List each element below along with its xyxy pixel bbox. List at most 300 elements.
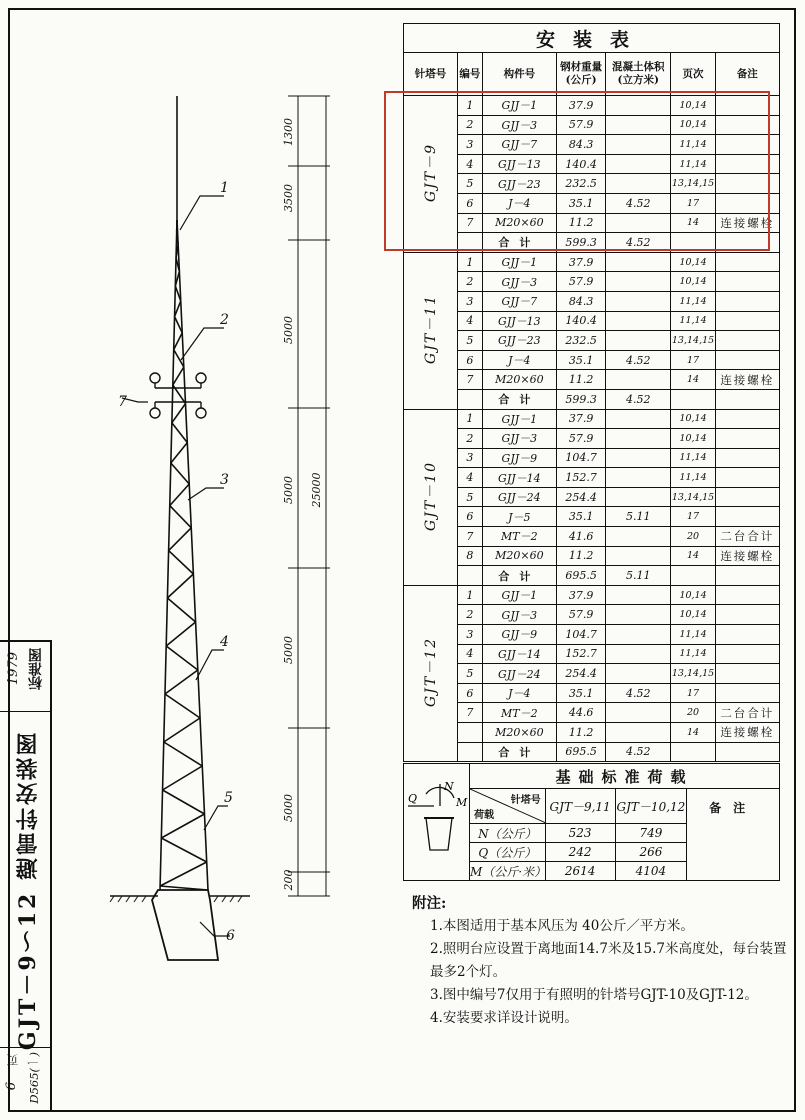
concrete-volume-cell: 4.52 xyxy=(606,389,671,409)
page-cell: 10,14 xyxy=(671,605,715,625)
item-no-cell: 4 xyxy=(458,311,483,331)
load-row-value: 266 xyxy=(615,843,687,862)
part-no-cell: GJJ－1 xyxy=(482,585,557,605)
item-no-cell: 4 xyxy=(458,644,483,664)
dim-1300: 1300 xyxy=(282,118,295,146)
lattice-brace xyxy=(171,463,189,484)
diagram-n: N xyxy=(444,779,455,793)
steel-weight-cell: 695.5 xyxy=(557,742,606,762)
load-row-label: M（公斤·米） xyxy=(469,862,545,881)
title-block-standard xyxy=(0,642,50,712)
corner-top-label: 针塔号 xyxy=(510,795,541,806)
install-row xyxy=(404,429,780,449)
remark-cell xyxy=(715,409,779,429)
load-row-value: 2614 xyxy=(545,862,615,881)
steel-weight-cell: 57.9 xyxy=(557,429,606,449)
lattice-brace xyxy=(165,670,198,694)
item-no-cell: 4 xyxy=(458,154,483,174)
callout-6: 6 xyxy=(226,928,235,944)
lattice-brace xyxy=(163,790,205,814)
lattice-brace xyxy=(160,862,207,886)
install-row xyxy=(404,448,780,468)
concrete-volume-cell xyxy=(606,625,671,645)
page-cell: 17 xyxy=(671,683,715,703)
page-cell: 10,14 xyxy=(671,409,715,429)
page-label: 页 xyxy=(6,1054,20,1066)
steel-weight-cell: 140.4 xyxy=(557,311,606,331)
page-cell: 10,14 xyxy=(671,429,715,449)
item-no-cell xyxy=(458,723,483,743)
lattice-brace xyxy=(170,484,189,506)
title-block-sheet xyxy=(0,1048,50,1112)
item-no-cell: 7 xyxy=(458,527,483,547)
note-item-4: 4.安装要求详设计说明。 xyxy=(430,1010,578,1026)
page-cell: 11,14 xyxy=(671,154,715,174)
needle-group-label: GJT－10 xyxy=(422,460,439,531)
concrete-volume-cell: 4.52 xyxy=(606,683,671,703)
part-no-cell: GJJ－13 xyxy=(482,154,557,174)
part-no-cell: MT－2 xyxy=(482,527,557,547)
concrete-volume-cell: 5.11 xyxy=(606,566,671,586)
part-no-cell: 合计 xyxy=(482,233,557,253)
item-no-cell: 3 xyxy=(458,291,483,311)
page-cell: 10,14 xyxy=(671,252,715,272)
header-part-no: 构件号 xyxy=(482,53,557,96)
steel-weight-cell: 84.3 xyxy=(557,135,606,155)
remark-cell xyxy=(715,605,779,625)
install-row xyxy=(404,331,780,351)
remark-cell xyxy=(715,429,779,449)
installation-table-title: 安装表 xyxy=(404,24,780,53)
header-needle-no: 针塔号 xyxy=(404,53,458,96)
concrete-volume-cell xyxy=(606,468,671,488)
remark-cell xyxy=(715,625,779,645)
steel-weight-cell: 140.4 xyxy=(557,154,606,174)
item-no-cell: 2 xyxy=(458,429,483,449)
page-cell: 11,14 xyxy=(671,468,715,488)
dim-5000-d: 5000 xyxy=(282,794,295,822)
steel-weight-cell: 35.1 xyxy=(557,507,606,527)
remark-cell: 连接螺栓 xyxy=(715,370,779,390)
dim-5000-a: 5000 xyxy=(282,316,295,344)
steel-weight-cell: 37.9 xyxy=(557,252,606,272)
page-cell: 10,14 xyxy=(671,272,715,292)
part-no-cell: GJJ－24 xyxy=(482,664,557,684)
page-cell: 13,14,15 xyxy=(671,487,715,507)
part-no-cell: GJJ－23 xyxy=(482,174,557,194)
steel-weight-cell: 599.3 xyxy=(557,233,606,253)
item-no-cell: 3 xyxy=(458,135,483,155)
page-cell xyxy=(671,389,715,409)
lattice-brace xyxy=(163,766,203,790)
install-row xyxy=(404,605,780,625)
remark-cell: 连接螺栓 xyxy=(715,723,779,743)
concrete-volume-cell xyxy=(606,664,671,684)
item-no-cell: 6 xyxy=(458,350,483,370)
install-row xyxy=(404,625,780,645)
steel-weight-cell: 37.9 xyxy=(557,409,606,429)
part-no-cell: GJJ－7 xyxy=(482,291,557,311)
install-row xyxy=(404,585,780,605)
part-no-cell: J－4 xyxy=(482,193,557,213)
page-cell: 14 xyxy=(671,546,715,566)
part-no-cell: GJJ－14 xyxy=(482,468,557,488)
concrete-volume-cell: 5.11 xyxy=(606,507,671,527)
concrete-volume-cell xyxy=(606,487,671,507)
diagram-m: M xyxy=(456,795,468,809)
steel-weight-cell: 152.7 xyxy=(557,468,606,488)
remark-cell xyxy=(715,487,779,507)
item-no-cell: 2 xyxy=(458,272,483,292)
lattice-brace xyxy=(161,814,204,838)
part-no-cell: 合计 xyxy=(482,742,557,762)
remark-cell xyxy=(715,252,779,272)
steel-weight-cell: 35.1 xyxy=(557,193,606,213)
remark-cell xyxy=(715,644,779,664)
item-no-cell: 3 xyxy=(458,448,483,468)
part-no-cell: 合计 xyxy=(482,389,557,409)
remark-cell xyxy=(715,585,779,605)
part-no-cell: GJJ－9 xyxy=(482,448,557,468)
install-row xyxy=(404,723,780,743)
steel-weight-cell: 11.2 xyxy=(557,213,606,233)
callout-2: 2 xyxy=(220,312,229,328)
header-concrete-volume: 混凝土体积(立方米) xyxy=(606,53,671,96)
dim-5000-c: 5000 xyxy=(282,636,295,664)
remark-cell xyxy=(715,272,779,292)
part-no-cell: GJJ－9 xyxy=(482,625,557,645)
page-cell: 10,14 xyxy=(671,115,715,135)
item-no-cell: 7 xyxy=(458,213,483,233)
remark-cell: 二台合计 xyxy=(715,527,779,547)
item-no-cell: 5 xyxy=(458,664,483,684)
load-row-value: 523 xyxy=(545,824,615,843)
steel-weight-cell: 57.9 xyxy=(557,115,606,135)
steel-weight-cell: 44.6 xyxy=(557,703,606,723)
foundation-force-diagram xyxy=(404,778,468,864)
remark-cell xyxy=(715,311,779,331)
item-no-cell: 2 xyxy=(458,115,483,135)
concrete-volume-cell xyxy=(606,703,671,723)
page-cell xyxy=(671,566,715,586)
part-no-cell: GJJ－1 xyxy=(482,252,557,272)
item-no-cell: 1 xyxy=(458,96,483,116)
install-row xyxy=(404,350,780,370)
part-no-cell: GJJ－14 xyxy=(482,644,557,664)
lattice-brace xyxy=(171,443,187,463)
steel-weight-cell: 254.4 xyxy=(557,487,606,507)
header-remark: 备注 xyxy=(715,53,779,96)
item-no-cell xyxy=(458,389,483,409)
page-cell: 20 xyxy=(671,703,715,723)
steel-weight-cell: 41.6 xyxy=(557,527,606,547)
item-no-cell xyxy=(458,566,483,586)
dim-3500: 3500 xyxy=(282,184,295,212)
install-row xyxy=(404,664,780,684)
needle-group-cell xyxy=(404,409,458,585)
part-no-cell: 合计 xyxy=(482,566,557,586)
item-no-cell: 6 xyxy=(458,507,483,527)
install-row xyxy=(404,468,780,488)
page-cell: 11,14 xyxy=(671,644,715,664)
part-no-cell: M20×60 xyxy=(482,370,557,390)
lattice-brace xyxy=(167,574,193,598)
concrete-volume-cell xyxy=(606,272,671,292)
highlight-box xyxy=(384,91,770,251)
item-no-cell: 1 xyxy=(458,252,483,272)
header-steel-weight: 钢材重量(公斤) xyxy=(557,53,606,96)
load-row-value: 4104 xyxy=(615,862,687,881)
page-cell: 11,14 xyxy=(671,625,715,645)
page-number: 6 xyxy=(4,1082,19,1091)
part-no-cell: GJJ－7 xyxy=(482,135,557,155)
part-no-cell: GJJ－1 xyxy=(482,96,557,116)
remark-cell: 二台合计 xyxy=(715,703,779,723)
remark-cell xyxy=(715,291,779,311)
drawing-title: GJT－9～12 避雷针安装图 xyxy=(15,730,41,1051)
foundation-load-table xyxy=(403,763,780,881)
concrete-volume-cell xyxy=(606,252,671,272)
part-no-cell: GJJ－3 xyxy=(482,605,557,625)
load-row-value: 749 xyxy=(615,824,687,843)
steel-weight-cell: 35.1 xyxy=(557,350,606,370)
page-cell: 11,14 xyxy=(671,311,715,331)
concrete-volume-cell xyxy=(606,527,671,547)
corner-bottom-label: 荷载 xyxy=(473,810,494,821)
header-page: 页次 xyxy=(671,53,715,96)
item-no-cell: 8 xyxy=(458,546,483,566)
year-label: 1979 xyxy=(6,652,21,686)
part-no-cell: J－5 xyxy=(482,507,557,527)
load-corner-cell xyxy=(469,789,545,824)
page-cell: 11,14 xyxy=(671,448,715,468)
note-item-2: 2.照明台应设置于离地面14.7米及15.7米高度处，每台装置最多2个灯。 xyxy=(430,941,787,980)
steel-weight-cell: 57.9 xyxy=(557,272,606,292)
steel-weight-cell: 104.7 xyxy=(557,448,606,468)
page-cell: 13,14,15 xyxy=(671,174,715,194)
load-col1-header: GJT－9,11 xyxy=(545,789,615,824)
item-no-cell: 5 xyxy=(458,174,483,194)
item-no-cell: 6 xyxy=(458,683,483,703)
remark-cell: 连接螺栓 xyxy=(715,546,779,566)
lattice-brace xyxy=(172,423,187,443)
remark-cell xyxy=(715,683,779,703)
install-row xyxy=(404,291,780,311)
item-no-cell xyxy=(458,742,483,762)
concrete-volume-cell xyxy=(606,644,671,664)
steel-weight-cell: 695.5 xyxy=(557,566,606,586)
concrete-volume-cell xyxy=(606,409,671,429)
page-cell: 10,14 xyxy=(671,585,715,605)
page-cell: 11,14 xyxy=(671,135,715,155)
title-block xyxy=(0,640,52,1112)
dim-total: 25000 xyxy=(310,472,323,508)
concrete-volume-cell xyxy=(606,311,671,331)
part-no-cell: GJJ－3 xyxy=(482,429,557,449)
diagram-q: Q xyxy=(408,791,418,805)
needle-group-label: GJT－12 xyxy=(422,637,439,707)
install-row xyxy=(404,389,780,409)
lattice-brace xyxy=(164,718,200,742)
steel-weight-cell: 11.2 xyxy=(557,723,606,743)
item-no-cell: 1 xyxy=(458,409,483,429)
steel-weight-cell: 57.9 xyxy=(557,605,606,625)
install-row xyxy=(404,487,780,507)
steel-weight-cell: 37.9 xyxy=(557,585,606,605)
lattice-brace xyxy=(174,333,183,350)
install-row xyxy=(404,409,780,429)
steel-weight-cell: 104.7 xyxy=(557,625,606,645)
standard-label: 标准图 xyxy=(28,648,44,690)
part-no-cell: M20×60 xyxy=(482,213,557,233)
part-no-cell: GJJ－13 xyxy=(482,311,557,331)
install-row xyxy=(404,703,780,723)
remark-cell xyxy=(715,350,779,370)
load-row-value: 242 xyxy=(545,843,615,862)
concrete-volume-cell xyxy=(606,585,671,605)
lattice-brace xyxy=(166,622,195,646)
page-cell: 10,14 xyxy=(671,96,715,116)
remark-cell xyxy=(715,468,779,488)
needle-group-cell xyxy=(404,585,458,761)
callout-7: 7 xyxy=(118,394,127,410)
install-row xyxy=(404,311,780,331)
item-no-cell: 5 xyxy=(458,487,483,507)
lamp-fixtures xyxy=(150,373,206,418)
steel-weight-cell: 232.5 xyxy=(557,331,606,351)
lattice-brace xyxy=(164,742,203,766)
note-item-1: 1.本图适用于基本风压为 40公斤／平方米。 xyxy=(430,918,694,934)
part-no-cell: J－4 xyxy=(482,350,557,370)
needle-group-label: GJT－9 xyxy=(422,142,439,202)
part-no-cell: J－4 xyxy=(482,683,557,703)
part-no-cell: GJJ－3 xyxy=(482,115,557,135)
steel-weight-cell: 11.2 xyxy=(557,370,606,390)
item-no-cell: 6 xyxy=(458,193,483,213)
load-row-label: Q（公斤） xyxy=(469,843,545,862)
concrete-volume-cell xyxy=(606,546,671,566)
concrete-volume-cell xyxy=(606,429,671,449)
lattice-brace xyxy=(170,506,191,528)
item-no-cell: 3 xyxy=(458,625,483,645)
concrete-volume-cell xyxy=(606,723,671,743)
concrete-volume-cell xyxy=(606,370,671,390)
steel-weight-cell: 11.2 xyxy=(557,546,606,566)
lattice-brace xyxy=(169,528,192,551)
install-row xyxy=(404,252,780,272)
load-diagram-cell xyxy=(404,764,470,881)
page-cell: 20 xyxy=(671,527,715,547)
page-cell: 13,14,15 xyxy=(671,664,715,684)
item-no-cell: 5 xyxy=(458,331,483,351)
tower-elevation-drawing xyxy=(100,90,340,980)
callout-1: 1 xyxy=(220,180,229,196)
notes-heading: 附注: xyxy=(412,895,447,912)
remark-cell xyxy=(715,331,779,351)
install-row xyxy=(404,742,780,762)
sheet-code: D565(一) xyxy=(27,1052,41,1104)
lattice-brace xyxy=(169,551,194,574)
page-cell: 14 xyxy=(671,370,715,390)
needle-group-label: GJT－11 xyxy=(422,294,439,365)
lattice-brace xyxy=(165,694,200,718)
load-row-label: N（公斤） xyxy=(469,824,545,843)
dim-200: 200 xyxy=(282,869,295,891)
remark-cell xyxy=(715,507,779,527)
lattice-brace xyxy=(161,838,206,862)
concrete-volume-cell: 4.52 xyxy=(606,233,671,253)
page-cell: 17 xyxy=(671,193,715,213)
page-cell: 11,14 xyxy=(671,291,715,311)
concrete-volume-cell xyxy=(606,605,671,625)
item-no-cell: 4 xyxy=(458,468,483,488)
lattice-brace xyxy=(173,367,184,385)
part-no-cell: GJJ－23 xyxy=(482,331,557,351)
header-item-no: 编号 xyxy=(458,53,483,96)
part-no-cell: GJJ－24 xyxy=(482,487,557,507)
callout-4: 4 xyxy=(220,634,229,650)
install-row xyxy=(404,507,780,527)
steel-weight-cell: 37.9 xyxy=(557,96,606,116)
concrete-volume-cell: 4.52 xyxy=(606,193,671,213)
page-cell xyxy=(671,742,715,762)
part-no-cell: GJJ－3 xyxy=(482,272,557,292)
install-row xyxy=(404,644,780,664)
item-no-cell: 1 xyxy=(458,585,483,605)
lattice-brace xyxy=(166,646,198,670)
concrete-volume-cell: 4.52 xyxy=(606,742,671,762)
install-row xyxy=(404,566,780,586)
item-no-cell: 2 xyxy=(458,605,483,625)
remark-cell xyxy=(715,389,779,409)
concrete-volume-cell xyxy=(606,331,671,351)
concrete-volume-cell xyxy=(606,448,671,468)
remark-cell xyxy=(715,742,779,762)
concrete-volume-cell: 4.52 xyxy=(606,350,671,370)
install-row xyxy=(404,546,780,566)
remark-cell: 连接螺栓 xyxy=(715,213,779,233)
part-no-cell: GJJ－1 xyxy=(482,409,557,429)
load-remark-header: 备注 xyxy=(687,789,780,881)
callout-5: 5 xyxy=(224,790,233,806)
page-cell: 14 xyxy=(671,213,715,233)
install-row xyxy=(404,527,780,547)
install-row xyxy=(404,272,780,292)
load-col2-header: GJT－10,12 xyxy=(615,789,687,824)
page-cell: 17 xyxy=(671,350,715,370)
item-no-cell: 7 xyxy=(458,370,483,390)
remark-cell xyxy=(715,566,779,586)
tower-structure xyxy=(110,96,250,960)
notes-section xyxy=(412,892,792,1030)
steel-weight-cell: 599.3 xyxy=(557,389,606,409)
lattice-brace xyxy=(172,404,186,423)
steel-weight-cell: 232.5 xyxy=(557,174,606,194)
title-block-name xyxy=(0,712,50,1051)
concrete-volume-cell xyxy=(606,291,671,311)
steel-weight-cell: 84.3 xyxy=(557,291,606,311)
page-cell: 17 xyxy=(671,507,715,527)
page-cell: 14 xyxy=(671,723,715,743)
dimension-values xyxy=(282,118,323,892)
note-item-3: 3.图中编号7仅用于有照明的针塔号GJT-10及GJT-12。 xyxy=(430,987,758,1003)
needle-group-cell xyxy=(404,252,458,409)
install-row xyxy=(404,683,780,703)
install-row xyxy=(404,370,780,390)
lattice-brace xyxy=(167,598,195,622)
part-no-cell: MT－2 xyxy=(482,703,557,723)
steel-weight-cell: 254.4 xyxy=(557,664,606,684)
